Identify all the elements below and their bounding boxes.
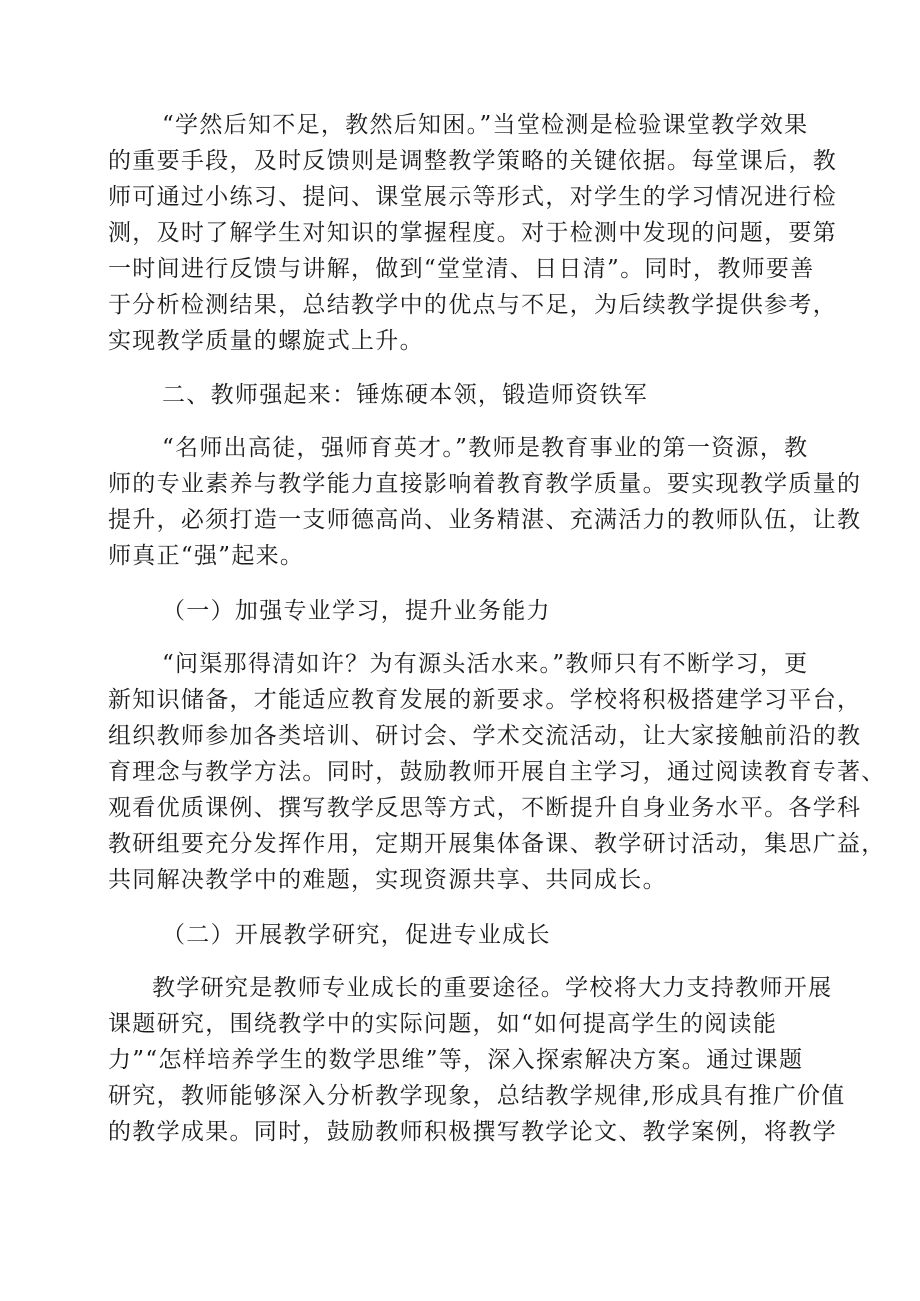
- text-line: 实现教学质量的螺旋式上升。: [108, 328, 424, 354]
- text-line: “名师出高徒，强师育英才。”教师是教育事业的第一资源，教: [162, 435, 809, 461]
- text-line: 提升，必须打造一支师德高尚、业务精湛、充满活力的教师队伍，让教: [108, 507, 862, 533]
- text-line: 教学研究是教师专业成长的重要途径。学校将大力支持教师开展: [152, 975, 833, 1001]
- text-line: 共同解决教学中的难题，实现资源共享、共同成长。: [108, 867, 667, 893]
- text-line: 师的专业素养与教学能力直接影响着教育教学质量。要实现教学质量的: [108, 471, 862, 497]
- section-heading: 二、教师强起来：锤炼硬本领，锻造师资铁军: [162, 382, 648, 408]
- text-line: 测，及时了解学生对知识的掌握程度。对于检测中发现的问题，要第: [108, 220, 837, 246]
- subheading-professional-learning: （一）加强专业学习，提升业务能力: [162, 598, 551, 624]
- text-line: 育理念与教学方法。同时，鼓励教师开展自主学习，通过阅读教育专著、: [108, 759, 886, 785]
- text-line: 一时间进行反馈与讲解，做到“堂堂清、日日清”。同时，教师要善: [108, 256, 815, 282]
- text-line: 课题研究，围绕教学中的实际问题，如“如何提高学生的阅读能: [108, 1011, 778, 1037]
- text-line: 的教学成果。同时，鼓励教师积极撰写教学论文、教学案例，将教学: [108, 1119, 837, 1145]
- text-line: 的重要手段，及时反馈则是调整教学策略的关键依据。每堂课后，教: [108, 148, 837, 174]
- text-line: 力”“怎样培养学生的数学思维”等，深入探索解决方案。通过课题: [108, 1047, 804, 1073]
- text-line: 研究，教师能够深入分析教学现象，总结教学规律,形成具有推广价值: [108, 1083, 846, 1109]
- text-line: 观看优质课例、撰写教学反思等方式，不断提升自身业务水平。各学科: [108, 795, 862, 821]
- text-line: 于分析检测结果，总结教学中的优点与不足，为后续教学提供参考，: [108, 292, 837, 318]
- text-line: 新知识储备，才能适应教育发展的新要求。学校将积极搭建学习平台，: [108, 687, 862, 713]
- text-line: 师可通过小练习、提问、课堂展示等形式，对学生的学习情况进行检: [108, 184, 837, 210]
- text-line: 师真正“强”起来。: [108, 543, 305, 569]
- text-line: “问渠那得清如许？为有源头活水来。”教师只有不断学习，更: [162, 651, 809, 677]
- text-line: “学然后知不足，教然后知困。”当堂检测是检验课堂教学效果: [162, 112, 809, 138]
- text-line: 教研组要充分发挥作用，定期开展集体备课、教学研讨活动，集思广益，: [108, 831, 886, 857]
- text-line: 组织教师参加各类培训、研讨会、学术交流活动，让大家接触前沿的教: [108, 723, 862, 749]
- subheading-teaching-research: （二）开展教学研究，促进专业成长: [162, 922, 551, 948]
